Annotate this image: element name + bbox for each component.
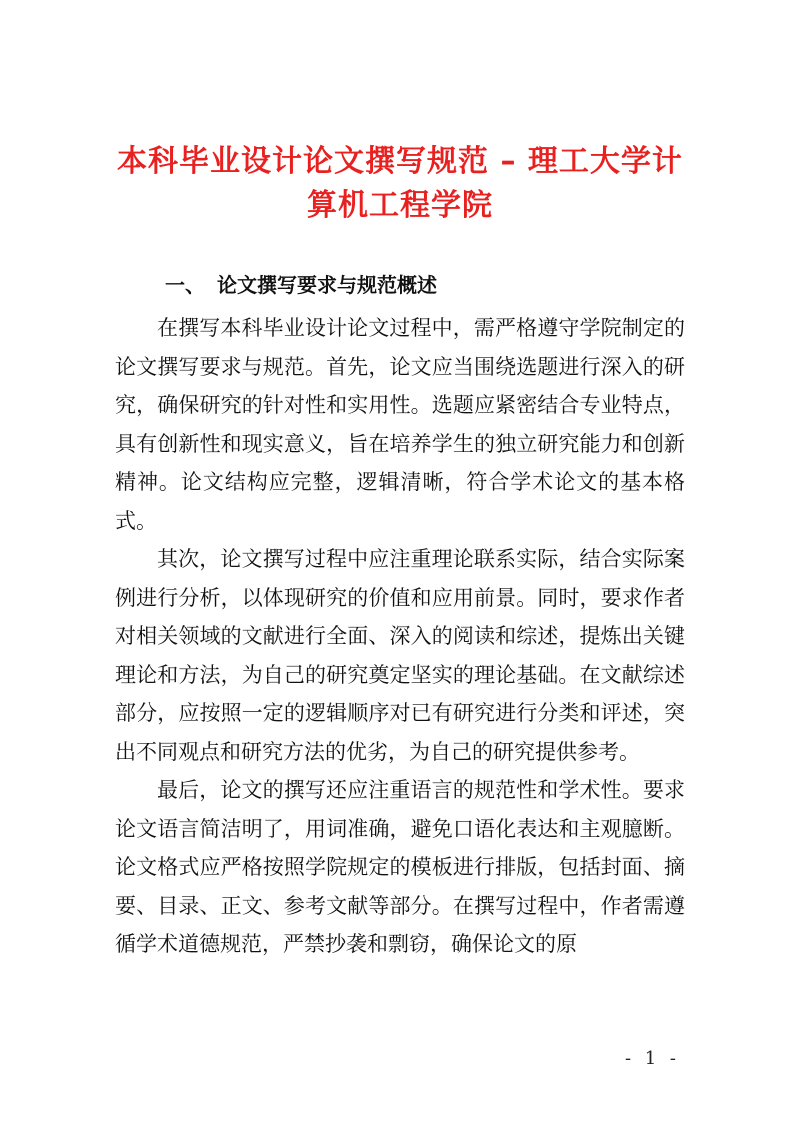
document-title: 本科毕业设计论文撰写规范 – 理工大学计算机工程学院 [117, 144, 683, 223]
page-number: - 1 - [624, 1048, 680, 1069]
paragraph-2: 其次，论文撰写过程中应注重理论联系实际，结合实际案例进行分析，以体现研究的价值和应用前景。同时，要求作者对相关领域的文献进行全面、深入的阅读和综述，提炼出关键理论和方法，为自己的研究奠定坚实的理论基础。在文献综述部分，应按照一定的逻辑顺序对已有研究进行分类和评述，突出不同观点和研究方法的优劣，为自己的研究提供参考。 [115, 547, 685, 764]
paragraph-1: 在撰写本科毕业设计论文过程中，需严格遵守学院制定的论文撰写要求与规范。首先，论文应当围绕选题进行深入的研究，确保研究的针对性和实用性。选题应紧密结合专业特点，具有创新性和现实意义，旨在培养学生的独立研究能力和创新精神。论文结构应完整，逻辑清晰，符合学术论文的基本格式。 [115, 316, 685, 533]
section-number: 一、 [165, 273, 205, 297]
section-heading-text: 论文撰写要求与规范概述 [217, 273, 437, 297]
section-heading [165, 270, 437, 300]
document-body [115, 309, 685, 964]
paragraph-3: 最后，论文的撰写还应注重语言的规范性和学术性。要求论文语言简洁明了，用词准确，避免口语化表达和主观臆断。论文格式应严格按照学院规定的模板进行排版，包括封面、摘要、目录、正文、参考文献等部分。在撰写过程中，作者需遵循学术道德规范，严禁抄袭和剽窃，确保论文的原 [115, 778, 685, 956]
